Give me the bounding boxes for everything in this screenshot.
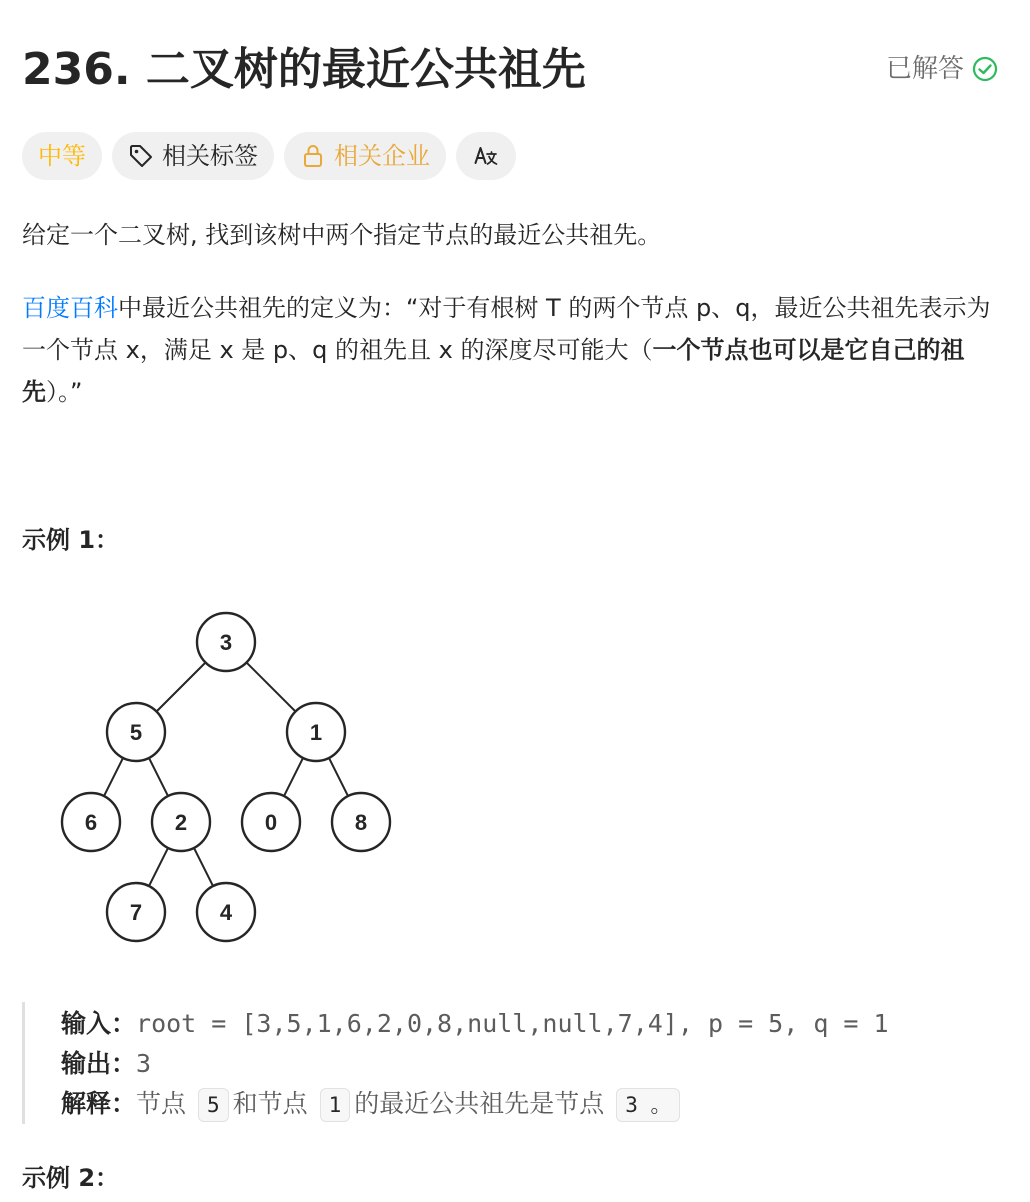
output-value: 3 — [136, 1049, 152, 1078]
tree-node-label: 5 — [129, 720, 143, 745]
lock-icon — [300, 143, 326, 169]
inline-code: 1 — [320, 1088, 351, 1122]
example-2-heading: 示例 2： — [22, 1164, 120, 1192]
example-1-heading: 示例 1： — [22, 526, 120, 554]
tree-node-label: 3 — [219, 630, 233, 655]
output-label: 输出： — [61, 1049, 137, 1078]
problem-title: 236. 二叉树的最近公共祖先 — [22, 44, 586, 95]
binary-tree-diagram — [50, 600, 410, 950]
related-companies-label: 相关企业 — [334, 142, 430, 170]
tag-icon — [128, 143, 154, 169]
tag-bar — [22, 132, 516, 180]
tree-node-label: 7 — [129, 900, 143, 925]
explanation-text: 节点 — [136, 1089, 194, 1118]
difficulty-label: 中等 — [38, 142, 86, 170]
solved-status[interactable] — [886, 52, 998, 86]
example-input-line — [61, 1004, 889, 1044]
example-1-block — [22, 1002, 1012, 1124]
baidu-baike-link[interactable]: 百度百科 — [22, 294, 118, 322]
related-topics-button[interactable] — [112, 132, 274, 180]
related-companies-button[interactable] — [284, 132, 446, 180]
inline-code: 3 。 — [616, 1088, 680, 1122]
tree-node-label: 8 — [354, 810, 368, 835]
definition-end-text: ）。” — [46, 378, 83, 406]
description-paragraph: 给定一个二叉树, 找到该树中两个指定节点的最近公共祖先。 — [22, 221, 662, 249]
related-topics-label: 相关标签 — [162, 142, 258, 170]
tree-node-label: 2 — [174, 810, 188, 835]
example-explanation-line — [61, 1084, 684, 1124]
input-label: 输入： — [61, 1009, 137, 1038]
solved-label: 已解答 — [885, 54, 964, 84]
definition-text: 中最近公共祖先的定义为：“对于有根树 T 的两个节点 p、q，最近公共祖先表示为一个节点 x，满足 x 是 p、q 的祖先且 x 的深度尽可能大（ — [22, 294, 991, 364]
explanation-text: 和节点 — [232, 1089, 316, 1118]
tree-node-label: 1 — [309, 720, 323, 745]
input-value: root = [3,5,1,6,2,0,8,null,null,7,4], p = 5, q = 1 — [136, 1009, 889, 1038]
explanation-text: 的最近公共祖先是节点 — [354, 1089, 613, 1118]
translate-icon — [473, 143, 499, 169]
translate-button[interactable] — [456, 132, 516, 180]
example-output-line — [61, 1044, 151, 1084]
tree-node-label: 4 — [219, 900, 233, 925]
tree-node-label: 0 — [264, 810, 278, 835]
tree-node-label: 6 — [84, 810, 98, 835]
check-circle-icon — [972, 56, 998, 82]
definition-paragraph — [22, 287, 1007, 413]
problem-header — [22, 40, 1000, 100]
inline-code: 5 — [198, 1088, 229, 1122]
explanation-label: 解释： — [61, 1089, 137, 1118]
difficulty-badge[interactable] — [22, 132, 102, 180]
definition-bold-text: 一个节点也可以是它自己的祖先 — [22, 336, 965, 406]
